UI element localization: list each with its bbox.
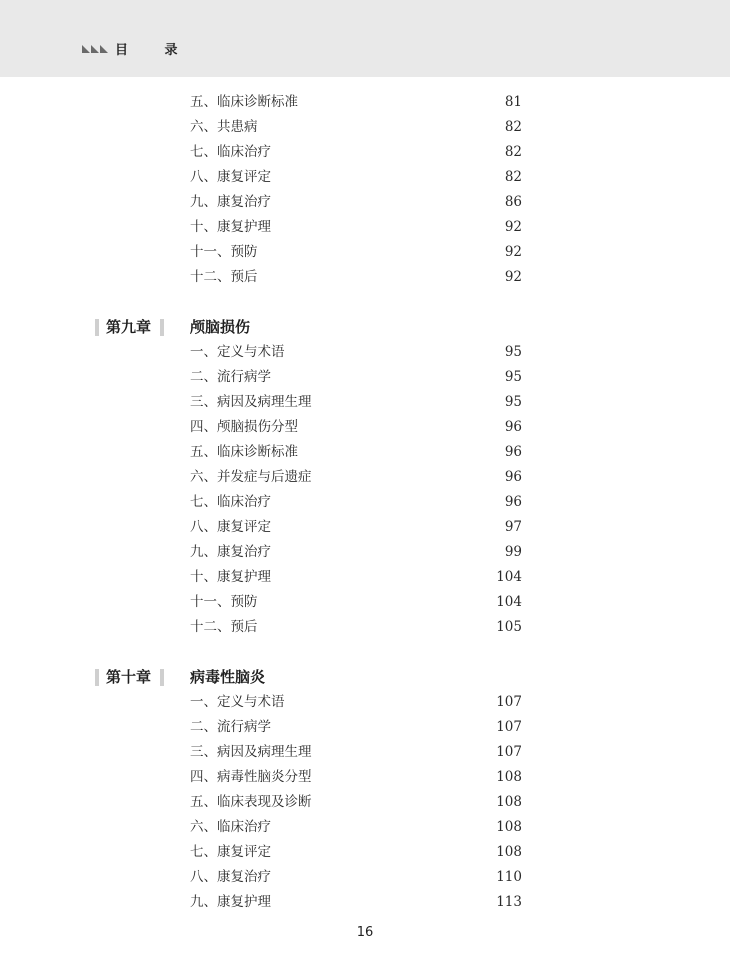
toc-entry[interactable] (0, 440, 730, 465)
toc-entry-label: 六、临床治疗 (190, 819, 271, 835)
chapter-9-entries (0, 340, 730, 640)
toc-entry-label: 五、临床表现及诊断 (190, 794, 312, 810)
toc-entry[interactable] (0, 615, 730, 640)
toc-entry[interactable] (0, 240, 730, 265)
toc-entry-label: 八、康复评定 (190, 519, 271, 535)
toc-entry[interactable] (0, 215, 730, 240)
toc-entry-label: 十二、预后 (190, 269, 258, 285)
chapter-marker (160, 669, 164, 686)
toc-entry-page: 99 (504, 544, 522, 560)
toc-entry[interactable] (0, 515, 730, 540)
toc-entry[interactable] (0, 890, 730, 915)
toc-entry-page: 108 (496, 844, 522, 860)
toc-entry-page: 108 (496, 794, 522, 810)
page-header (0, 0, 730, 77)
chapter-marker (95, 669, 99, 686)
toc-entry-page: 96 (504, 494, 522, 510)
toc-entry-page: 104 (496, 569, 522, 585)
toc-entry-page: 107 (496, 719, 522, 735)
chapter-marker (160, 319, 164, 336)
toc-entry[interactable] (0, 715, 730, 740)
header-title: 目 录 (115, 43, 194, 58)
toc-entry-label: 三、病因及病理生理 (190, 394, 312, 410)
toc-entry-page: 82 (504, 144, 522, 160)
toc-entry-label: 七、临床治疗 (190, 144, 271, 160)
toc-entry-label: 七、康复评定 (190, 844, 271, 860)
toc-entry[interactable] (0, 865, 730, 890)
toc-entry[interactable] (0, 140, 730, 165)
chapter-heading-10[interactable] (0, 665, 730, 690)
page-number: 16 (356, 925, 374, 940)
toc-entry-label: 四、颅脑损伤分型 (190, 419, 298, 435)
toc-entry-label: 十一、预防 (190, 244, 258, 260)
toc-entry-label: 十、康复护理 (190, 569, 271, 585)
toc-entry-page: 92 (504, 219, 522, 235)
toc-entry[interactable] (0, 165, 730, 190)
toc-entry-page: 96 (504, 469, 522, 485)
toc-entry-label: 十二、预后 (190, 619, 258, 635)
toc-entry-label: 六、并发症与后遗症 (190, 469, 312, 485)
chapter-marker (95, 319, 99, 336)
toc-entry-page: 81 (504, 94, 522, 110)
toc-entry[interactable] (0, 340, 730, 365)
toc-entry-page: 107 (496, 744, 522, 760)
toc-entry[interactable] (0, 190, 730, 215)
table-of-contents (0, 90, 730, 915)
chapter-number: 第十章 (106, 668, 152, 686)
toc-entry[interactable] (0, 740, 730, 765)
continued-section (0, 90, 730, 290)
toc-entry-page: 97 (504, 519, 522, 535)
toc-entry[interactable] (0, 765, 730, 790)
toc-entry[interactable] (0, 465, 730, 490)
toc-entry-page: 92 (504, 269, 522, 285)
toc-entry-label: 九、康复治疗 (190, 194, 271, 210)
chapter-title: 病毒性脑炎 (190, 668, 266, 686)
toc-entry[interactable] (0, 115, 730, 140)
chapter-10-entries (0, 690, 730, 915)
toc-entry[interactable] (0, 415, 730, 440)
toc-entry[interactable] (0, 790, 730, 815)
toc-entry-label: 三、病因及病理生理 (190, 744, 312, 760)
toc-entry-page: 107 (496, 694, 522, 710)
chapter-heading-9[interactable] (0, 315, 730, 340)
toc-entry-label: 七、临床治疗 (190, 494, 271, 510)
toc-entry-page: 108 (496, 769, 522, 785)
toc-entry[interactable] (0, 690, 730, 715)
toc-entry[interactable] (0, 540, 730, 565)
toc-entry-page: 86 (504, 194, 522, 210)
toc-entry-label: 四、病毒性脑炎分型 (190, 769, 312, 785)
toc-entry[interactable] (0, 815, 730, 840)
toc-entry-label: 六、共患病 (190, 119, 258, 135)
toc-entry-page: 113 (496, 894, 522, 910)
toc-entry-page: 104 (496, 594, 522, 610)
toc-entry[interactable] (0, 390, 730, 415)
toc-entry-label: 一、定义与术语 (190, 344, 285, 360)
toc-entry[interactable] (0, 365, 730, 390)
toc-entry-page: 92 (504, 244, 522, 260)
toc-entry-label: 九、康复治疗 (190, 544, 271, 560)
toc-entry[interactable] (0, 265, 730, 290)
toc-entry[interactable] (0, 565, 730, 590)
toc-entry-page: 95 (504, 369, 522, 385)
triple-triangle-icon (82, 43, 108, 54)
toc-entry-label: 八、康复评定 (190, 169, 271, 185)
toc-entry-page: 96 (504, 419, 522, 435)
toc-entry-page: 95 (504, 344, 522, 360)
toc-entry[interactable] (0, 90, 730, 115)
chapter-number: 第九章 (106, 318, 152, 336)
toc-entry-page: 82 (504, 119, 522, 135)
toc-entry[interactable] (0, 590, 730, 615)
toc-entry-page: 96 (504, 444, 522, 460)
toc-entry[interactable] (0, 490, 730, 515)
toc-entry-page: 108 (496, 819, 522, 835)
toc-entry-label: 二、流行病学 (190, 369, 271, 385)
toc-entry-label: 五、临床诊断标准 (190, 94, 298, 110)
toc-entry-label: 二、流行病学 (190, 719, 271, 735)
toc-entry-label: 九、康复护理 (190, 894, 271, 910)
toc-entry-label: 五、临床诊断标准 (190, 444, 298, 460)
toc-entry[interactable] (0, 840, 730, 865)
toc-entry-page: 105 (496, 619, 522, 635)
toc-entry-page: 110 (496, 869, 522, 885)
toc-entry-label: 十、康复护理 (190, 219, 271, 235)
toc-entry-label: 一、定义与术语 (190, 694, 285, 710)
toc-entry-label: 十一、预防 (190, 594, 258, 610)
toc-entry-page: 95 (504, 394, 522, 410)
toc-entry-label: 八、康复治疗 (190, 869, 271, 885)
chapter-title: 颅脑损伤 (190, 318, 251, 336)
toc-entry-page: 82 (504, 169, 522, 185)
